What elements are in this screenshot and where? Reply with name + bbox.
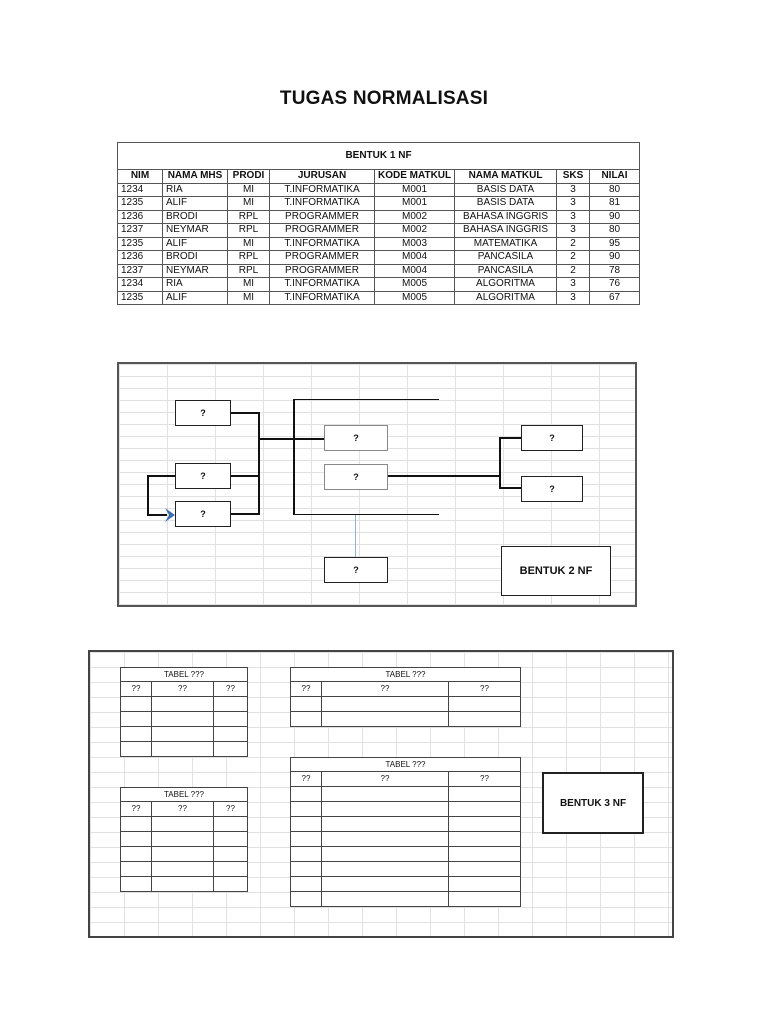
empty-cell [291, 877, 322, 892]
connector-line [258, 412, 260, 515]
table-cell: 1235 [118, 237, 163, 251]
nf2-box-g: ? [521, 425, 583, 451]
nf3-table-c [290, 667, 521, 727]
empty-cell [449, 802, 521, 817]
empty-cell [322, 712, 449, 727]
empty-cell [121, 832, 152, 847]
table-cell: 3 [557, 291, 590, 305]
empty-cell [291, 697, 322, 712]
table-cell: M005 [375, 278, 455, 292]
table-row [291, 817, 521, 832]
arrow-icon [164, 507, 176, 523]
empty-cell [449, 892, 521, 907]
table-cell: BASIS DATA [455, 197, 557, 211]
empty-cell [322, 862, 449, 877]
empty-cell [121, 697, 152, 712]
connector-line [147, 475, 149, 516]
nf2-box-d: ? [324, 425, 388, 451]
empty-cell [322, 802, 449, 817]
table-cell: M005 [375, 291, 455, 305]
table-cell: 90 [590, 210, 640, 224]
table-row [118, 224, 640, 238]
table-row [118, 278, 640, 292]
table-row [121, 697, 248, 712]
empty-cell [121, 862, 152, 877]
nf2-box-f: ? [324, 557, 388, 583]
nf3-panel [88, 650, 674, 938]
table-row [291, 802, 521, 817]
nf3-table-a [120, 667, 248, 757]
table-cell: T.INFORMATIKA [270, 278, 375, 292]
empty-cell [214, 862, 248, 877]
table-cell: M004 [375, 264, 455, 278]
table-cell: 81 [590, 197, 640, 211]
table-row [291, 832, 521, 847]
empty-cell [449, 832, 521, 847]
empty-cell [214, 697, 248, 712]
nf1-header: NIM [118, 170, 163, 184]
empty-cell [214, 817, 248, 832]
table-cell: 80 [590, 224, 640, 238]
table-cell: PANCASILA [455, 264, 557, 278]
table-cell: RPL [228, 251, 270, 265]
table-cell: 2 [557, 237, 590, 251]
empty-cell [322, 817, 449, 832]
empty-cell [322, 832, 449, 847]
table-cell: M002 [375, 224, 455, 238]
table-row [291, 862, 521, 877]
nf2-box-a: ? [175, 400, 231, 426]
table-cell: BRODI [163, 210, 228, 224]
table-cell: 95 [590, 237, 640, 251]
nf1-caption: BENTUK 1 NF [118, 143, 640, 170]
connector-line [499, 437, 521, 439]
table-cell: 80 [590, 183, 640, 197]
table-row [121, 727, 248, 742]
nf3-table-caption: TABEL ??? [121, 788, 248, 802]
table-cell: NEYMAR [163, 264, 228, 278]
table-cell: NEYMAR [163, 224, 228, 238]
table-cell: 3 [557, 210, 590, 224]
nf3-header-cell: ?? [449, 772, 521, 787]
empty-cell [449, 712, 521, 727]
empty-cell [449, 847, 521, 862]
empty-cell [322, 892, 449, 907]
table-row [121, 847, 248, 862]
table-row [121, 832, 248, 847]
table-row [121, 817, 248, 832]
table-cell: RPL [228, 224, 270, 238]
nf2-box-h: ? [521, 476, 583, 502]
table-row [118, 197, 640, 211]
empty-cell [214, 727, 248, 742]
table-cell: MI [228, 278, 270, 292]
connector-line [293, 514, 439, 515]
table-cell: 76 [590, 278, 640, 292]
table-cell: 2 [557, 251, 590, 265]
empty-cell [214, 847, 248, 862]
nf1-header: NILAI [590, 170, 640, 184]
table-row [121, 877, 248, 892]
connector-line [231, 412, 260, 414]
nf3-table-d [290, 757, 521, 907]
table-cell: M004 [375, 251, 455, 265]
table-cell: PROGRAMMER [270, 264, 375, 278]
empty-cell [152, 727, 214, 742]
table-cell: PROGRAMMER [270, 251, 375, 265]
empty-cell [449, 697, 521, 712]
nf2-panel [117, 362, 637, 607]
table-cell: M001 [375, 197, 455, 211]
table-cell: ALGORITMA [455, 291, 557, 305]
table-cell: ALIF [163, 291, 228, 305]
empty-cell [291, 862, 322, 877]
empty-cell [121, 817, 152, 832]
table-cell: 1237 [118, 264, 163, 278]
table-cell: BAHASA INGGRIS [455, 224, 557, 238]
nf3-header-cell: ?? [152, 802, 214, 817]
empty-cell [152, 847, 214, 862]
empty-cell [291, 787, 322, 802]
empty-cell [152, 877, 214, 892]
connector-line [231, 475, 260, 477]
nf1-header: PRODI [228, 170, 270, 184]
connector-line [499, 437, 501, 488]
table-cell: T.INFORMATIKA [270, 197, 375, 211]
table-cell: 1234 [118, 183, 163, 197]
table-row [118, 183, 640, 197]
table-cell: RIA [163, 183, 228, 197]
nf1-header: NAMA MATKUL [455, 170, 557, 184]
table-row [118, 251, 640, 265]
nf3-header-cell: ?? [121, 682, 152, 697]
table-cell: ALGORITMA [455, 278, 557, 292]
empty-cell [121, 877, 152, 892]
table-cell: M001 [375, 183, 455, 197]
empty-cell [152, 832, 214, 847]
table-cell: ALIF [163, 237, 228, 251]
empty-cell [214, 832, 248, 847]
table-cell: 3 [557, 278, 590, 292]
table-row [291, 697, 521, 712]
table-cell: 1234 [118, 278, 163, 292]
table-cell: RPL [228, 264, 270, 278]
table-cell: M002 [375, 210, 455, 224]
connector-line [147, 475, 175, 477]
table-row [291, 787, 521, 802]
table-cell: RIA [163, 278, 228, 292]
table-cell: M003 [375, 237, 455, 251]
connector-line [355, 515, 356, 557]
nf3-table-caption: TABEL ??? [291, 758, 521, 772]
connector-line [231, 513, 260, 515]
table-cell: RPL [228, 210, 270, 224]
empty-cell [322, 787, 449, 802]
table-row [291, 892, 521, 907]
nf3-table-caption: TABEL ??? [121, 668, 248, 682]
table-cell: PROGRAMMER [270, 210, 375, 224]
table-cell: 78 [590, 264, 640, 278]
connector-line [293, 399, 439, 400]
empty-cell [121, 727, 152, 742]
table-row [121, 742, 248, 757]
empty-cell [152, 862, 214, 877]
table-cell: 67 [590, 291, 640, 305]
empty-cell [121, 847, 152, 862]
table-cell: 90 [590, 251, 640, 265]
nf2-box-e: ? [324, 464, 388, 490]
empty-cell [152, 817, 214, 832]
table-cell: T.INFORMATIKA [270, 237, 375, 251]
empty-cell [449, 862, 521, 877]
table-cell: 1236 [118, 251, 163, 265]
connector-line [388, 475, 500, 477]
nf3-header-cell: ?? [214, 802, 248, 817]
table-cell: MI [228, 197, 270, 211]
nf2-box-b: ? [175, 463, 231, 489]
nf1-table [117, 142, 640, 305]
table-cell: BRODI [163, 251, 228, 265]
nf3-header-cell: ?? [291, 682, 322, 697]
table-row [121, 862, 248, 877]
connector-line [293, 399, 295, 515]
table-cell: 3 [557, 224, 590, 238]
table-row [118, 264, 640, 278]
table-cell: MI [228, 291, 270, 305]
table-cell: 3 [557, 183, 590, 197]
table-cell: 1235 [118, 197, 163, 211]
table-cell: BAHASA INGGRIS [455, 210, 557, 224]
nf1-header: SKS [557, 170, 590, 184]
connector-line [260, 438, 324, 440]
table-cell: 1235 [118, 291, 163, 305]
table-cell: 1237 [118, 224, 163, 238]
table-row [118, 210, 640, 224]
table-row [118, 291, 640, 305]
empty-cell [291, 802, 322, 817]
nf1-header: NAMA MHS [163, 170, 228, 184]
table-cell: PROGRAMMER [270, 224, 375, 238]
page-title: TUGAS NORMALISASI [279, 88, 489, 109]
nf2-label: BENTUK 2 NF [501, 546, 611, 596]
table-cell: 3 [557, 197, 590, 211]
nf3-header-cell: ?? [291, 772, 322, 787]
nf3-header-cell: ?? [121, 802, 152, 817]
nf3-header-cell: ?? [214, 682, 248, 697]
empty-cell [291, 817, 322, 832]
empty-cell [152, 742, 214, 757]
empty-cell [152, 712, 214, 727]
nf2-box-c: ? [175, 501, 231, 527]
empty-cell [322, 877, 449, 892]
empty-cell [291, 892, 322, 907]
table-row [291, 847, 521, 862]
empty-cell [291, 712, 322, 727]
empty-cell [322, 847, 449, 862]
table-cell: ALIF [163, 197, 228, 211]
nf1-header: KODE MATKUL [375, 170, 455, 184]
empty-cell [214, 877, 248, 892]
empty-cell [291, 847, 322, 862]
table-cell: PANCASILA [455, 251, 557, 265]
table-row [291, 712, 521, 727]
empty-cell [152, 697, 214, 712]
empty-cell [121, 742, 152, 757]
nf1-header: JURUSAN [270, 170, 375, 184]
empty-cell [121, 712, 152, 727]
empty-cell [449, 787, 521, 802]
table-row [121, 712, 248, 727]
empty-cell [291, 832, 322, 847]
empty-cell [322, 697, 449, 712]
table-cell: MI [228, 237, 270, 251]
nf3-table-b [120, 787, 248, 892]
nf3-table-caption: TABEL ??? [291, 668, 521, 682]
nf1-header-row [118, 170, 640, 184]
nf3-header-cell: ?? [449, 682, 521, 697]
nf3-header-cell: ?? [322, 682, 449, 697]
table-cell: 2 [557, 264, 590, 278]
table-cell: T.INFORMATIKA [270, 183, 375, 197]
table-cell: T.INFORMATIKA [270, 291, 375, 305]
table-cell: MI [228, 183, 270, 197]
table-row [291, 877, 521, 892]
nf3-header-cell: ?? [322, 772, 449, 787]
table-row [118, 237, 640, 251]
nf3-header-cell: ?? [152, 682, 214, 697]
empty-cell [214, 742, 248, 757]
empty-cell [449, 877, 521, 892]
empty-cell [214, 712, 248, 727]
empty-cell [449, 817, 521, 832]
nf3-label: BENTUK 3 NF [542, 772, 644, 834]
table-cell: BASIS DATA [455, 183, 557, 197]
connector-line [499, 487, 521, 489]
table-cell: MATEMATIKA [455, 237, 557, 251]
table-cell: 1236 [118, 210, 163, 224]
